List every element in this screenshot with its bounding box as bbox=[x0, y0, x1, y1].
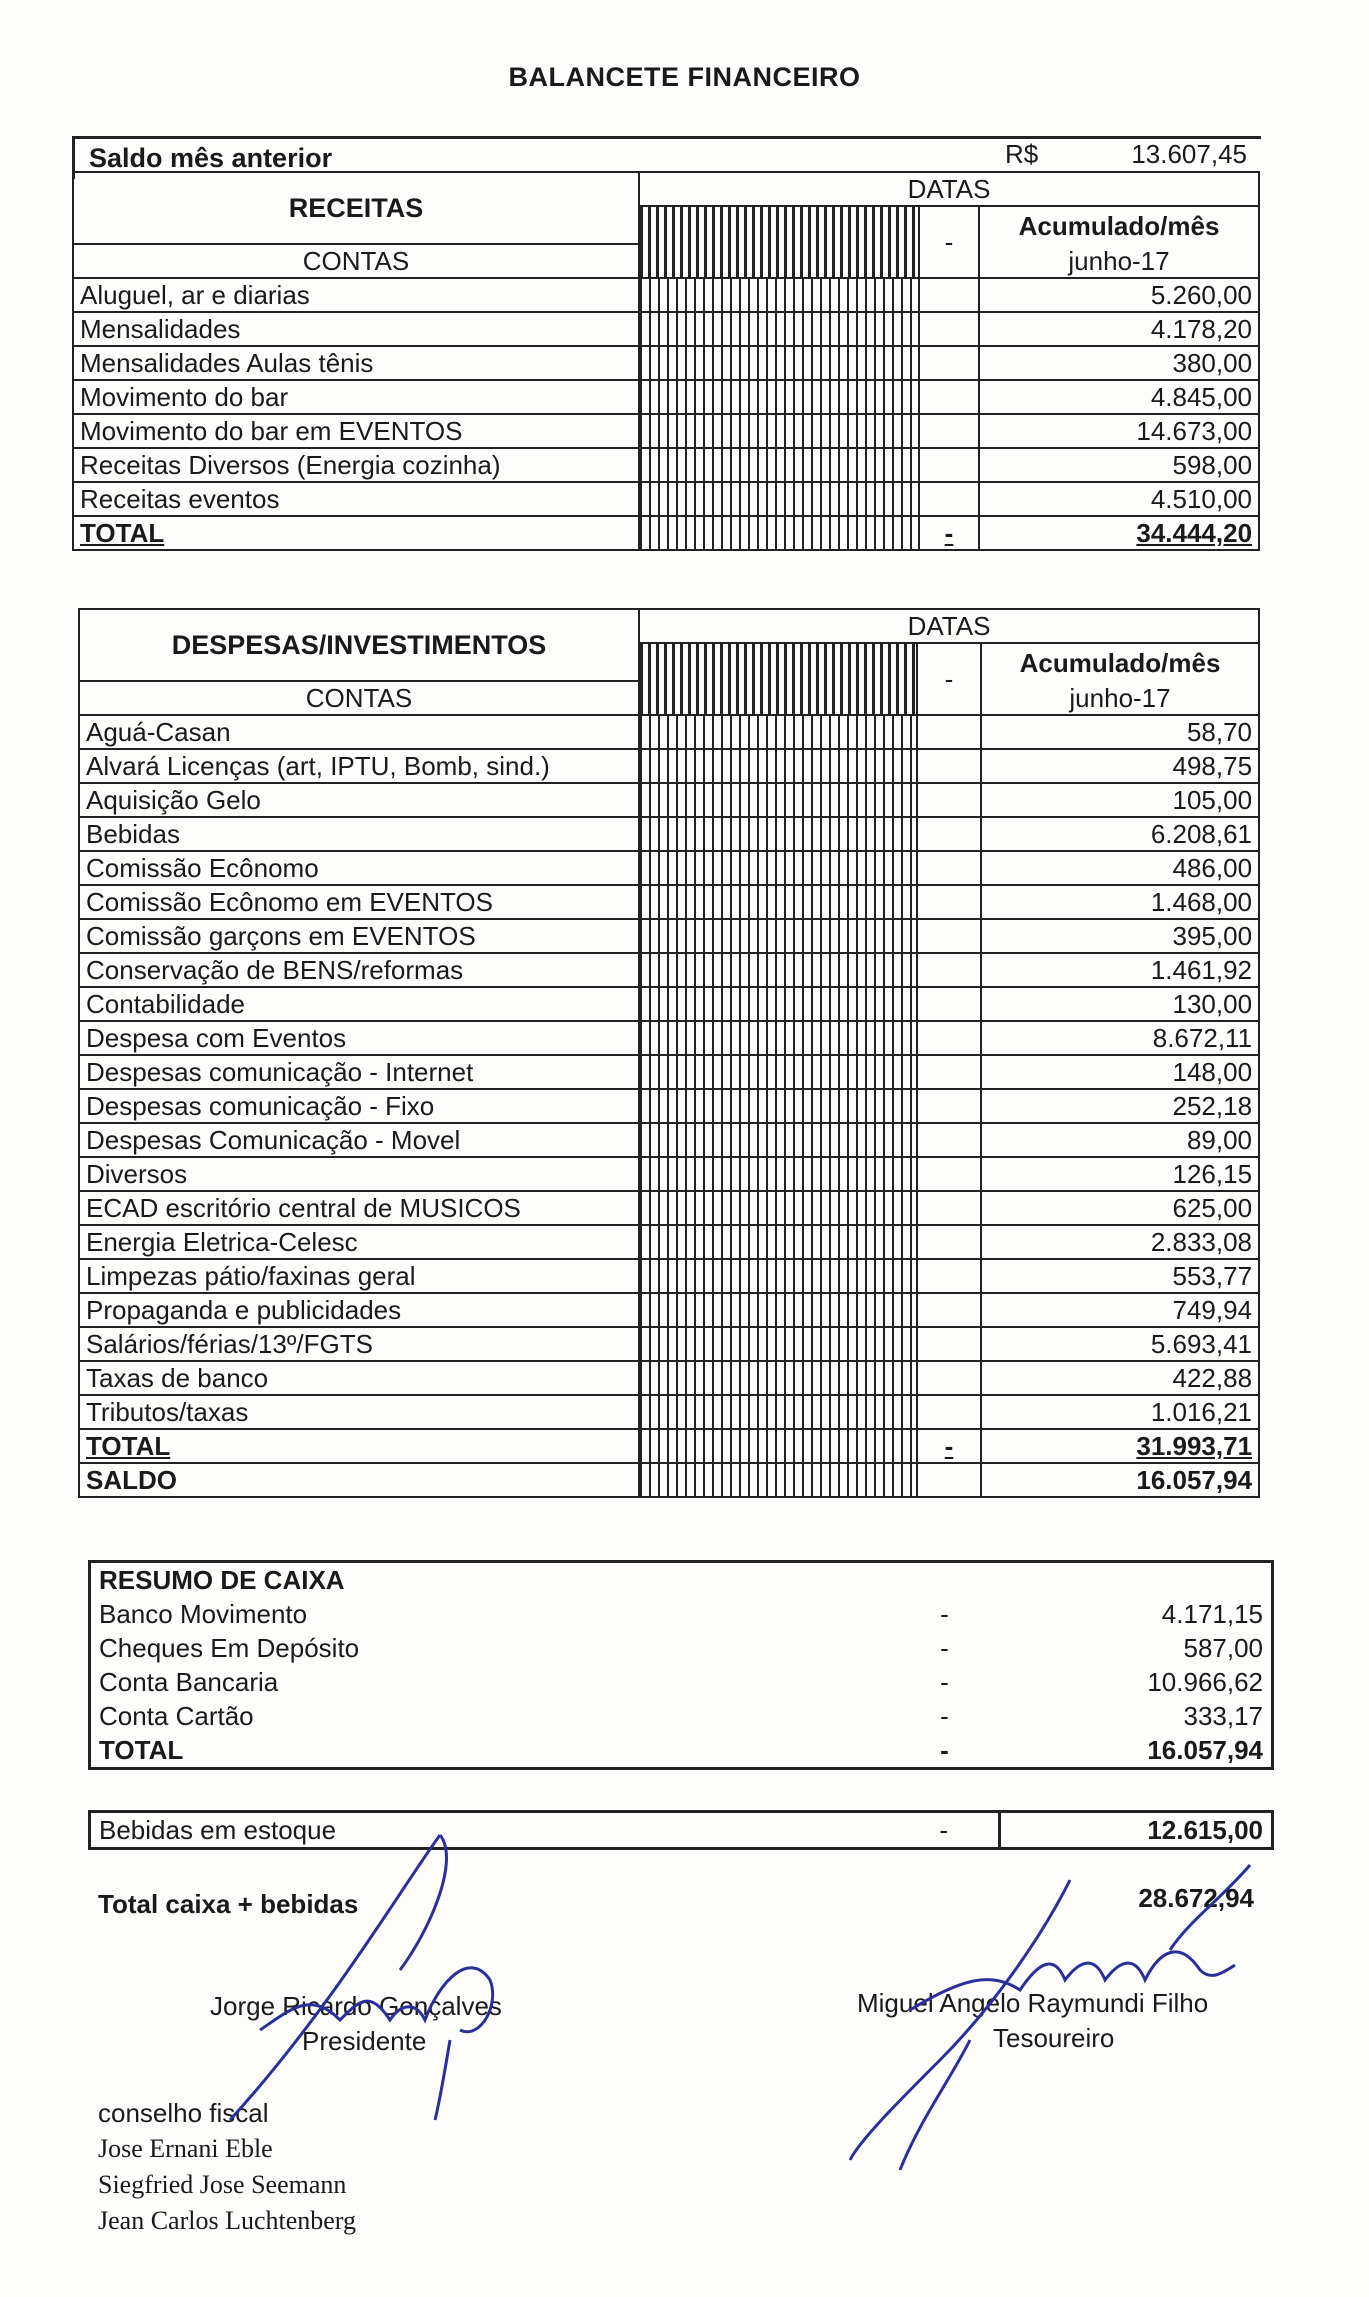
date-columns bbox=[639, 448, 919, 482]
table-row bbox=[79, 1361, 1259, 1395]
total-label: TOTAL bbox=[79, 1429, 639, 1463]
table-row bbox=[79, 885, 1259, 919]
resumo-label: Banco Movimento bbox=[99, 1599, 308, 1629]
dash-cell bbox=[917, 783, 981, 817]
row-label: Despesas Comunicação - Movel bbox=[79, 1123, 639, 1157]
resumo-caixa-table bbox=[88, 1560, 1274, 1770]
row-value: 4.510,00 bbox=[979, 482, 1259, 516]
date-columns bbox=[639, 919, 917, 953]
row-value: 553,77 bbox=[981, 1259, 1259, 1293]
row-value: 4.845,00 bbox=[979, 380, 1259, 414]
currency-symbol: R$ bbox=[1005, 139, 1039, 169]
table-row bbox=[79, 1055, 1259, 1089]
row-label: Movimento do bar bbox=[73, 380, 639, 414]
row-label: Aluguel, ar e diarias bbox=[73, 278, 639, 312]
row-value: 14.673,00 bbox=[979, 414, 1259, 448]
row-label: Contabilidade bbox=[79, 987, 639, 1021]
table-row bbox=[73, 448, 1259, 482]
row-label: Limpezas pátio/faxinas geral bbox=[79, 1259, 639, 1293]
table-row bbox=[79, 1293, 1259, 1327]
resumo-row bbox=[90, 1597, 1273, 1631]
date-columns bbox=[639, 885, 917, 919]
date-columns bbox=[639, 1293, 917, 1327]
resumo-total-label: TOTAL bbox=[99, 1735, 184, 1765]
table-row bbox=[73, 346, 1259, 380]
dash-cell bbox=[917, 1123, 981, 1157]
date-columns bbox=[639, 783, 917, 817]
table-row bbox=[73, 278, 1259, 312]
date-columns bbox=[639, 817, 917, 851]
table-row bbox=[73, 482, 1259, 516]
date-columns bbox=[639, 715, 917, 749]
resumo-dash: - bbox=[940, 1633, 949, 1663]
estoque-dash: - bbox=[939, 1815, 949, 1845]
table-row bbox=[79, 953, 1259, 987]
contas-header: CONTAS bbox=[79, 681, 639, 715]
dash-cell bbox=[917, 1021, 981, 1055]
row-value: 498,75 bbox=[981, 749, 1259, 783]
table-row bbox=[79, 1191, 1259, 1225]
row-value: 1.461,92 bbox=[981, 953, 1259, 987]
total-dash: - bbox=[917, 1429, 981, 1463]
dash-cell bbox=[917, 919, 981, 953]
table-row bbox=[79, 1157, 1259, 1191]
table-row bbox=[79, 1123, 1259, 1157]
conselho-member: Siegfried Jose Seemann bbox=[98, 2170, 347, 2199]
date-columns bbox=[639, 206, 919, 278]
contas-header: CONTAS bbox=[73, 244, 639, 278]
row-value: 5.260,00 bbox=[979, 278, 1259, 312]
acumulado-header: Acumulado/mês bbox=[979, 206, 1259, 244]
table-row bbox=[79, 1021, 1259, 1055]
date-columns bbox=[639, 851, 917, 885]
row-label: Despesa com Eventos bbox=[79, 1021, 639, 1055]
total-row bbox=[79, 1429, 1259, 1463]
dash-cell: - bbox=[917, 643, 981, 715]
date-columns bbox=[639, 987, 917, 1021]
row-value: 6.208,61 bbox=[981, 817, 1259, 851]
row-label: Aguá-Casan bbox=[79, 715, 639, 749]
table-row bbox=[79, 1089, 1259, 1123]
dash-cell bbox=[917, 1395, 981, 1429]
row-value: 89,00 bbox=[981, 1123, 1259, 1157]
resumo-total-value: 16.057,94 bbox=[1147, 1735, 1264, 1765]
dash-cell bbox=[917, 1191, 981, 1225]
date-columns bbox=[639, 414, 919, 448]
row-label: Despesas comunicação - Internet bbox=[79, 1055, 639, 1089]
dash-cell bbox=[917, 1361, 981, 1395]
resumo-label: Cheques Em Depósito bbox=[99, 1633, 360, 1663]
resumo-total-row bbox=[90, 1733, 1273, 1769]
resumo-value: 587,00 bbox=[1183, 1633, 1264, 1663]
saldo-label: SALDO bbox=[79, 1463, 639, 1497]
resumo-total-dash: - bbox=[940, 1735, 949, 1765]
total-value: 31.993,71 bbox=[981, 1429, 1259, 1463]
date-columns bbox=[639, 1089, 917, 1123]
row-label: Conservação de BENS/reformas bbox=[79, 953, 639, 987]
resumo-dash: - bbox=[940, 1667, 949, 1697]
row-label: Energia Eletrica-Celesc bbox=[79, 1225, 639, 1259]
dash-cell bbox=[917, 749, 981, 783]
dash-cell bbox=[917, 1225, 981, 1259]
row-value: 2.833,08 bbox=[981, 1225, 1259, 1259]
date-columns bbox=[639, 312, 919, 346]
date-columns bbox=[639, 643, 917, 715]
date-columns bbox=[639, 1123, 917, 1157]
row-label: Diversos bbox=[79, 1157, 639, 1191]
month-header: junho-17 bbox=[981, 681, 1259, 715]
receitas-datas-header: DATAS bbox=[639, 172, 1259, 206]
row-value: 130,00 bbox=[981, 987, 1259, 1021]
table-row bbox=[79, 987, 1259, 1021]
row-label: Mensalidades bbox=[73, 312, 639, 346]
receitas-header: RECEITAS bbox=[73, 172, 639, 244]
dash-cell bbox=[917, 1463, 981, 1497]
dash-cell bbox=[919, 278, 979, 312]
date-columns bbox=[639, 1429, 917, 1463]
dash-cell bbox=[919, 346, 979, 380]
table-row bbox=[73, 312, 1259, 346]
dash-cell bbox=[917, 1089, 981, 1123]
estoque-label: Bebidas em estoque bbox=[99, 1815, 337, 1845]
dash-cell bbox=[919, 448, 979, 482]
date-columns bbox=[639, 1463, 917, 1497]
presidente-role: Presidente bbox=[302, 2026, 427, 2056]
estoque-value: 12.615,00 bbox=[1000, 1812, 1273, 1849]
dash-cell bbox=[917, 1293, 981, 1327]
table-row bbox=[79, 1225, 1259, 1259]
tesoureiro-name: Miguel Angelo Raymundi Filho bbox=[857, 1988, 1209, 2018]
presidente-signature bbox=[200, 1830, 520, 2130]
presidente-name: Jorge Ricardo Gonçalves bbox=[210, 1991, 502, 2021]
row-value: 749,94 bbox=[981, 1293, 1259, 1327]
row-label: Propaganda e publicidades bbox=[79, 1293, 639, 1327]
table-row bbox=[79, 851, 1259, 885]
row-value: 598,00 bbox=[979, 448, 1259, 482]
resumo-label: Conta Bancaria bbox=[99, 1667, 279, 1697]
conselho-label: conselho fiscal bbox=[98, 2098, 269, 2128]
row-label: Mensalidades Aulas tênis bbox=[73, 346, 639, 380]
table-row bbox=[79, 1259, 1259, 1293]
despesas-table bbox=[78, 608, 1260, 1498]
row-value: 8.672,11 bbox=[981, 1021, 1259, 1055]
saldo-anterior-label: Saldo mês anterior bbox=[89, 143, 333, 173]
dash-cell bbox=[917, 715, 981, 749]
table-row bbox=[79, 749, 1259, 783]
date-columns bbox=[639, 749, 917, 783]
row-value: 126,15 bbox=[981, 1157, 1259, 1191]
row-value: 625,00 bbox=[981, 1191, 1259, 1225]
row-label: Taxas de banco bbox=[79, 1361, 639, 1395]
dash-cell bbox=[917, 987, 981, 1021]
date-columns bbox=[639, 953, 917, 987]
row-label: Alvará Licenças (art, IPTU, Bomb, sind.) bbox=[79, 749, 639, 783]
table-row bbox=[79, 1395, 1259, 1429]
row-label: Movimento do bar em EVENTOS bbox=[73, 414, 639, 448]
row-value: 4.178,20 bbox=[979, 312, 1259, 346]
despesas-header: DESPESAS/INVESTIMENTOS bbox=[79, 609, 639, 681]
dash-cell bbox=[917, 851, 981, 885]
row-value: 58,70 bbox=[981, 715, 1259, 749]
despesas-datas-header: DATAS bbox=[639, 609, 1259, 643]
dash-cell bbox=[917, 1327, 981, 1361]
row-label: Receitas Diversos (Energia cozinha) bbox=[73, 448, 639, 482]
date-columns bbox=[639, 380, 919, 414]
date-columns bbox=[639, 1259, 917, 1293]
total-label: TOTAL bbox=[73, 516, 639, 550]
row-label: Aquisição Gelo bbox=[79, 783, 639, 817]
table-row bbox=[79, 1327, 1259, 1361]
row-value: 422,88 bbox=[981, 1361, 1259, 1395]
row-label: ECAD escritório central de MUSICOS bbox=[79, 1191, 639, 1225]
date-columns bbox=[639, 1225, 917, 1259]
row-label: Comissão Ecônomo bbox=[79, 851, 639, 885]
dash-cell: - bbox=[919, 206, 979, 278]
table-row bbox=[73, 380, 1259, 414]
page-title: BALANCETE FINANCEIRO bbox=[508, 62, 861, 92]
resumo-header: RESUMO DE CAIXA bbox=[99, 1565, 345, 1595]
dash-cell bbox=[919, 380, 979, 414]
dash-cell bbox=[917, 1055, 981, 1089]
saldo-value: 16.057,94 bbox=[981, 1463, 1259, 1497]
resumo-value: 10.966,62 bbox=[1147, 1667, 1264, 1697]
dash-cell bbox=[919, 482, 979, 516]
resumo-value: 4.171,15 bbox=[1161, 1599, 1264, 1629]
row-label: Salários/férias/13º/FGTS bbox=[79, 1327, 639, 1361]
receitas-table bbox=[72, 171, 1260, 551]
row-label: Comissão Ecônomo em EVENTOS bbox=[79, 885, 639, 919]
table-row bbox=[73, 414, 1259, 448]
saldo-row bbox=[79, 1463, 1259, 1497]
row-value: 486,00 bbox=[981, 851, 1259, 885]
row-value: 1.016,21 bbox=[981, 1395, 1259, 1429]
row-value: 380,00 bbox=[979, 346, 1259, 380]
resumo-label: Conta Cartão bbox=[99, 1701, 254, 1731]
table-row bbox=[79, 783, 1259, 817]
total-row bbox=[73, 516, 1259, 550]
conselho-member: Jose Ernani Eble bbox=[98, 2134, 273, 2163]
total-caixa-label: Total caixa + bebidas bbox=[98, 1889, 359, 1919]
row-value: 1.468,00 bbox=[981, 885, 1259, 919]
dash-cell bbox=[919, 312, 979, 346]
date-columns bbox=[639, 516, 919, 550]
conselho-member: Jean Carlos Luchtenberg bbox=[98, 2206, 356, 2235]
row-value: 5.693,41 bbox=[981, 1327, 1259, 1361]
date-columns bbox=[639, 1055, 917, 1089]
row-value: 148,00 bbox=[981, 1055, 1259, 1089]
dash-cell bbox=[917, 1259, 981, 1293]
tesoureiro-signature bbox=[840, 1860, 1260, 2180]
row-value: 105,00 bbox=[981, 783, 1259, 817]
dash-cell bbox=[917, 817, 981, 851]
dash-cell bbox=[919, 414, 979, 448]
date-columns bbox=[639, 1021, 917, 1055]
resumo-row bbox=[90, 1699, 1273, 1733]
date-columns bbox=[639, 346, 919, 380]
resumo-value: 333,17 bbox=[1183, 1701, 1264, 1731]
dash-cell bbox=[917, 1157, 981, 1191]
total-value: 34.444,20 bbox=[979, 516, 1259, 550]
resumo-dash: - bbox=[940, 1599, 949, 1629]
date-columns bbox=[639, 1191, 917, 1225]
total-dash: - bbox=[919, 516, 979, 550]
total-caixa-value: 28.672,94 bbox=[1138, 1883, 1254, 1913]
date-columns bbox=[639, 1327, 917, 1361]
date-columns bbox=[639, 1395, 917, 1429]
saldo-anterior-value: 13.607,45 bbox=[1131, 139, 1247, 169]
resumo-dash: - bbox=[940, 1701, 949, 1731]
row-value: 395,00 bbox=[981, 919, 1259, 953]
tesoureiro-role: Tesoureiro bbox=[993, 2023, 1115, 2053]
table-row bbox=[79, 817, 1259, 851]
date-columns bbox=[639, 1157, 917, 1191]
row-label: Receitas eventos bbox=[73, 482, 639, 516]
row-label: Comissão garçons em EVENTOS bbox=[79, 919, 639, 953]
resumo-row bbox=[90, 1665, 1273, 1699]
date-columns bbox=[639, 278, 919, 312]
row-label: Despesas comunicação - Fixo bbox=[79, 1089, 639, 1123]
date-columns bbox=[639, 1361, 917, 1395]
row-label: Tributos/taxas bbox=[79, 1395, 639, 1429]
dash-cell bbox=[917, 953, 981, 987]
table-row bbox=[79, 919, 1259, 953]
acumulado-header: Acumulado/mês bbox=[981, 643, 1259, 681]
month-header: junho-17 bbox=[979, 244, 1259, 278]
resumo-row bbox=[90, 1631, 1273, 1665]
row-value: 252,18 bbox=[981, 1089, 1259, 1123]
dash-cell bbox=[917, 885, 981, 919]
table-row bbox=[79, 715, 1259, 749]
row-label: Bebidas bbox=[79, 817, 639, 851]
date-columns bbox=[639, 482, 919, 516]
